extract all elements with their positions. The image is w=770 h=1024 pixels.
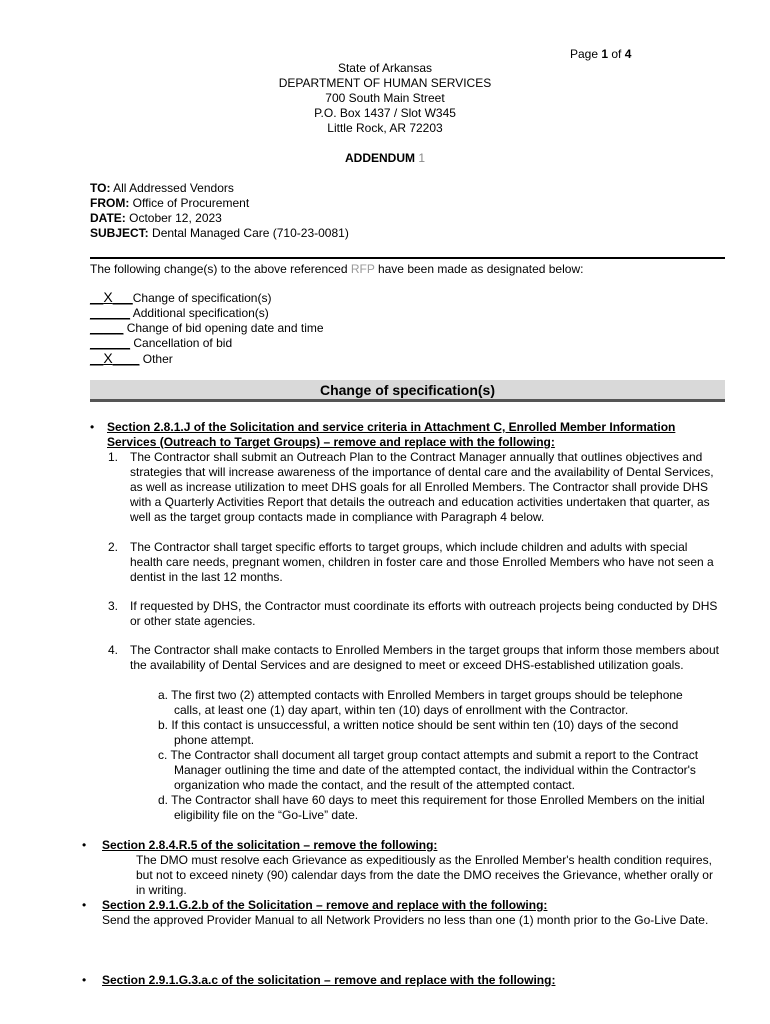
header-line: 700 South Main Street — [325, 91, 445, 105]
subject-line: SUBJECT: Dental Managed Care (710-23-0081) — [90, 226, 349, 240]
document-page: Page 1 of 4 State of Arkansas DEPARTMENT OF HUMAN SERVICES 700 South Main Street P.O. Box 1437 / Slot W345 Little Rock, AR 72203 ADDENDUM 1 TO: All Addressed Vendors FROM: Office of Procurement DATE: October 12, 2023 SUBJECT: Dental Managed Care (710-23-0081) The following change(s) to the above referenced RFP have been made as designated below: __X___Change of specification(s) ______ Additional specification(s) _____ Change of bid opening date and time ______ Cancellation of bid __X____ Other Change of specification(s) • Section 2.8.1.J of the Solicitation and service criteria in Attachment C, Enrolled Member Information Services (Outreach to Target Groups) – remove and replace with the following: 1. The Contractor shall submit an Outreach Plan to the Contract Manager annually that outlines objectives and strategies that will increase awareness of the importance of dental care and the availability of Dental Services, as well as increase utilization to meet DHS goals for all Enrolled Members. The Contractor shall provide DHS with a Quarterly Activities Report that details the outreach and education activities undertaken that quarter, as well as the target group contacts made in compliance with Paragraph 4 below. 2. The Contractor shall target specific efforts to target groups, which include children and adults with special health care needs, pregnant women, children in foster care and those Enrolled Members who have not seen a dentist in the last 12 months. 3. If requested by DHS, the Contractor must coordinate its efforts with outreach projects being conducted by DHS or other state agencies. 4. The Contractor shall make contacts to Enrolled Members in the target groups that inform those members about the availability of Dental Services and are designed to meet or exceed DHS-established utilization goals. a. The first two (2) attempted contacts with Enrolled Members in target groups should be telephone calls, at least one (1) day apart, within ten (10) days of enrollment with the Contractor. b. If this contact is unsuccessful, a written notice should be sent within ten (10) days of the second phone attempt. c. The Contractor shall document all target group contact attempts and submit a report to the Contract Manager outlining the time and date of the attempted contact, the individual within the Contractor's organization who made the contact, and the result of the attempted contact. d. The Contractor shall have 60 days to meet this requirement for those Enrolled Members on the initial eligibility file on the “Go-Live” date. • Section 2.8.4.R.5 of the solicitation – remove the following: The DMO must resolve each Grievance as expeditiously as the Enrolled Member's health condition requires, but not to exceed ninety (90) calendar days from the date the DMO receives the Grievance, whether orally or in writing. • Section 2.9.1.G.2.b of the Solicitation – remove and replace with the following: Send the approved Provider Manual to all Network Providers no less than one (1) month prior to the Go-Live Date. • Section 2.9.1.G.3.a.c of the solicitation – remove and replace with the following: — [0, 0, 770, 1024]
header-line: DEPARTMENT OF HUMAN SERVICES — [278, 76, 492, 90]
checklist-item: __X___Change of specification(s) — [90, 289, 272, 305]
bullet: • — [82, 838, 87, 852]
section-heading-bar: Change of specification(s) — [90, 380, 725, 402]
checklist-item: _____ Change of bid opening date and time — [90, 321, 324, 335]
sub-item: b. If this contact is unsuccessful, a written notice should be sent within ten (10) days of the second phone attempt. — [158, 718, 679, 747]
bullet: • — [90, 420, 95, 434]
checklist-item: ______ Cancellation of bid — [90, 336, 233, 350]
sub-item: c. The Contractor shall document all target group contact attempts and submit a report to the Contract Manager outlining the time and date of the attempted contact, the individual within the Contractor's organization who made the contact, and the result of the attempted contact. — [158, 748, 699, 792]
date-line: DATE: October 12, 2023 — [90, 211, 222, 225]
bullet: • — [82, 898, 87, 912]
checklist-item: ______ Additional specification(s) — [90, 306, 269, 320]
sub-item: a. The first two (2) attempted contacts with Enrolled Members in target groups should be telephone calls, at least one (1) day apart, within ten (10) days of enrollment with the Contractor. — [158, 688, 683, 717]
from-line: FROM: Office of Procurement — [90, 196, 250, 210]
addendum-number: 1 — [418, 151, 426, 165]
header-line: State of Arkansas — [337, 61, 433, 75]
checklist-item: __X____ Other — [90, 350, 173, 366]
letterhead — [0, 61, 770, 136]
memo-fields — [90, 181, 349, 241]
page-number: Page 1 of 4 — [570, 47, 632, 61]
intro-text: The following change(s) to the above referenced RFP have been made as designated below: — [90, 262, 584, 276]
change-checklist — [90, 290, 324, 367]
section-body: Send the approved Provider Manual to all Network Providers no less than one (1) month prior to the Go-Live Date. — [102, 913, 709, 927]
section-title: Section 2.9.1.G.3.a.c of the solicitation – remove and replace with the following: — [102, 973, 556, 987]
section-title: Section 2.8.4.R.5 of the solicitation – remove the following: — [102, 838, 438, 852]
divider — [90, 257, 725, 259]
section-body: The DMO must resolve each Grievance as expeditiously as the Enrolled Member's health condition requires, but not to exceed ninety (90) calendar days from the date the DMO receives the Grievance, whether orally or in writing. — [136, 853, 713, 897]
section-title: Section 2.9.1.G.2.b of the Solicitation – remove and replace with the following: — [102, 898, 548, 912]
addendum-title: ADDENDUM 1 — [344, 151, 426, 165]
sub-item: d. The Contractor shall have 60 days to meet this requirement for those Enrolled Members on the initial eligibility file on the “Go-Live” date. — [158, 793, 705, 822]
header-line: Little Rock, AR 72203 — [327, 121, 443, 135]
header-line: P.O. Box 1437 / Slot W345 — [314, 106, 456, 120]
bullet: • — [82, 973, 87, 987]
to-line: TO: All Addressed Vendors — [90, 181, 234, 195]
section-title: Section 2.8.1.J of the Solicitation and service criteria in Attachment C, Enrolled Member Information Services (Outreach to Target Groups) – remove and replace with the following: — [107, 420, 676, 449]
